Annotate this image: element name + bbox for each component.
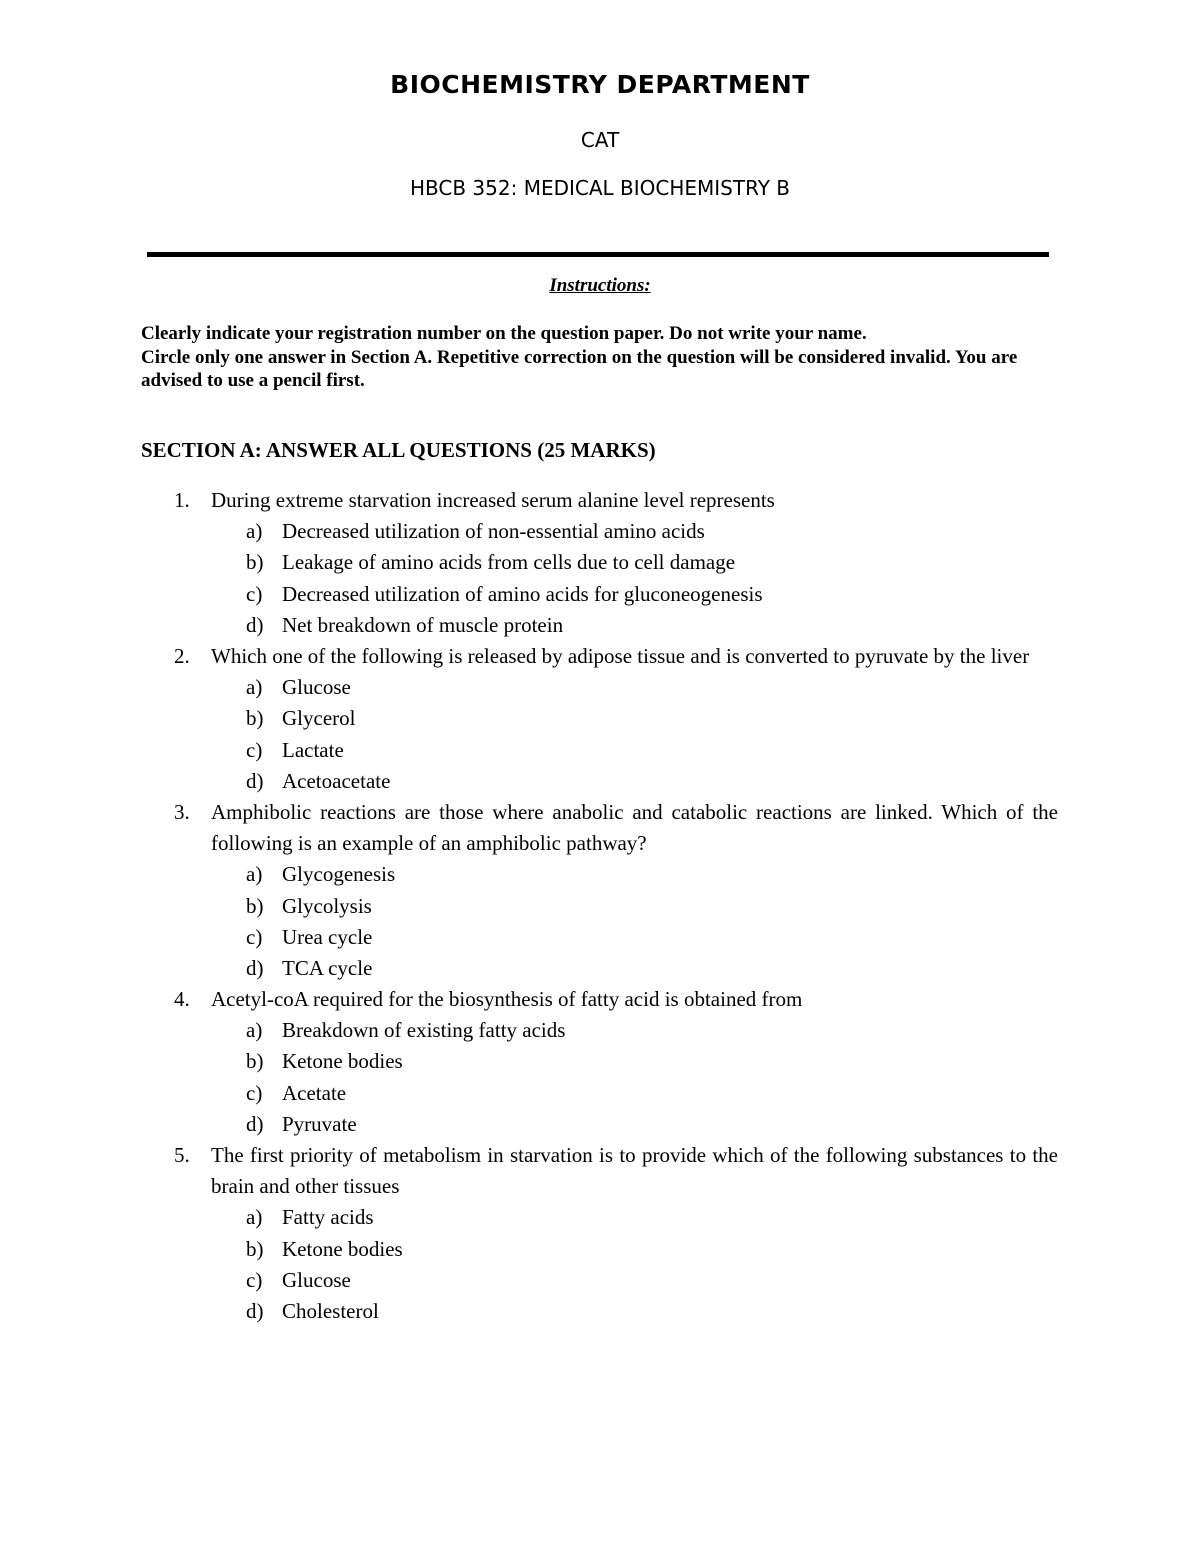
option-text: Decreased utilization of non-essential amino acids [282, 519, 705, 544]
section-heading: SECTION A: ANSWER ALL QUESTIONS (25 MARKS) [141, 438, 656, 462]
question-text: Acetyl-coA required for the biosynthesis of fatty acid is obtained from [211, 987, 803, 1012]
option-letter: c) [246, 581, 263, 606]
option-letter: d) [246, 612, 264, 637]
option-letter: a) [246, 675, 263, 700]
option-letter: d) [246, 768, 264, 793]
department-title: BIOCHEMISTRY DEPARTMENT [390, 70, 810, 99]
option-letter: b) [246, 1049, 264, 1074]
header-divider [147, 252, 1049, 257]
answer-option[interactable] [0, 953, 1200, 984]
option-text: Lactate [282, 737, 344, 762]
option-letter: b) [246, 706, 264, 731]
option-text: Ketone bodies [282, 1049, 403, 1074]
question-text: During extreme starvation increased serum alanine level represents [211, 488, 775, 512]
option-text: Pyruvate [282, 1111, 357, 1136]
answer-option[interactable] [0, 1015, 1200, 1046]
answer-option[interactable] [0, 859, 1200, 890]
answer-option[interactable] [0, 547, 1200, 578]
option-text: Urea cycle [282, 924, 373, 949]
exam-type: CAT [580, 128, 620, 152]
option-text: Glycolysis [282, 893, 372, 918]
question-text: The first priority of metabolism in starvation is to provide which of the following substances to the brain and other tissues [211, 1143, 1058, 1199]
option-text: Breakdown of existing fatty acids [282, 1018, 566, 1043]
option-letter: b) [246, 1236, 264, 1261]
answer-option[interactable] [0, 1078, 1200, 1109]
option-text: Fatty acids [282, 1205, 374, 1230]
answer-option[interactable] [0, 1296, 1200, 1327]
option-text: Glucose [282, 675, 351, 700]
answer-option[interactable] [0, 1046, 1200, 1077]
answer-option[interactable] [0, 891, 1200, 922]
option-letter: c) [246, 1267, 263, 1292]
answer-option[interactable] [0, 922, 1200, 953]
option-letter: c) [246, 1080, 263, 1105]
option-letter: b) [246, 893, 264, 918]
option-letter: b) [246, 550, 264, 575]
option-letter: d) [246, 1298, 264, 1323]
question-item [0, 984, 1200, 1140]
option-text: Glucose [282, 1267, 351, 1292]
course-title: HBCB 352: MEDICAL BIOCHEMISTRY B [409, 176, 791, 200]
option-text: Acetate [282, 1080, 347, 1105]
option-letter: d) [246, 955, 264, 980]
question-item [0, 485, 1200, 641]
option-letter: a) [246, 519, 263, 544]
answer-option[interactable] [0, 703, 1200, 734]
instructions-heading: Instructions: [549, 275, 651, 296]
option-text: Cholesterol [282, 1298, 379, 1323]
option-letter: c) [246, 924, 263, 949]
question-number: 4. [174, 987, 190, 1012]
instructions-block [141, 322, 1061, 393]
option-letter: c) [246, 737, 263, 762]
option-text: Glycerol [282, 706, 356, 731]
instruction-line: Clearly indicate your registration number on the question paper. Do not write your name. [141, 323, 867, 344]
answer-option[interactable] [0, 672, 1200, 703]
option-text: Net breakdown of muscle protein [282, 612, 564, 637]
question-text: Which one of the following is released by adipose tissue and is converted to pyruvate by the liver [211, 643, 1030, 668]
instruction-line: Circle only one answer in Section A. Repetitive correction on the question will be considered invalid. You are advised to use a pencil first. [141, 346, 1018, 391]
answer-option[interactable] [0, 1234, 1200, 1265]
question-number: 2. [174, 643, 190, 668]
answer-option[interactable] [0, 766, 1200, 797]
question-item [0, 641, 1200, 797]
answer-option[interactable] [0, 610, 1200, 641]
question-number: 5. [174, 1143, 190, 1168]
answer-option[interactable] [0, 735, 1200, 766]
answer-option[interactable] [0, 1202, 1200, 1233]
option-text: Acetoacetate [282, 768, 391, 793]
answer-option[interactable] [0, 1109, 1200, 1140]
option-text: Glycogenesis [282, 862, 396, 887]
question-item [0, 1140, 1200, 1327]
question-number: 3. [174, 799, 190, 824]
option-letter: a) [246, 1018, 263, 1043]
option-letter: a) [246, 1205, 263, 1230]
answer-option[interactable] [0, 516, 1200, 547]
answer-option[interactable] [0, 1265, 1200, 1296]
question-number: 1. [174, 488, 190, 512]
question-text: Amphibolic reactions are those where anabolic and catabolic reactions are linked. Which of the following is an example of an amphibolic pathway? [211, 799, 1058, 856]
question-item [0, 797, 1200, 984]
option-text: Leakage of amino acids from cells due to cell damage [282, 550, 736, 575]
option-text: Decreased utilization of amino acids for gluconeogenesis [282, 581, 763, 606]
option-letter: d) [246, 1111, 264, 1136]
option-letter: a) [246, 862, 263, 887]
option-text: TCA cycle [282, 955, 373, 980]
option-text: Ketone bodies [282, 1236, 403, 1261]
question-list [0, 485, 1200, 1327]
answer-option[interactable] [0, 579, 1200, 610]
